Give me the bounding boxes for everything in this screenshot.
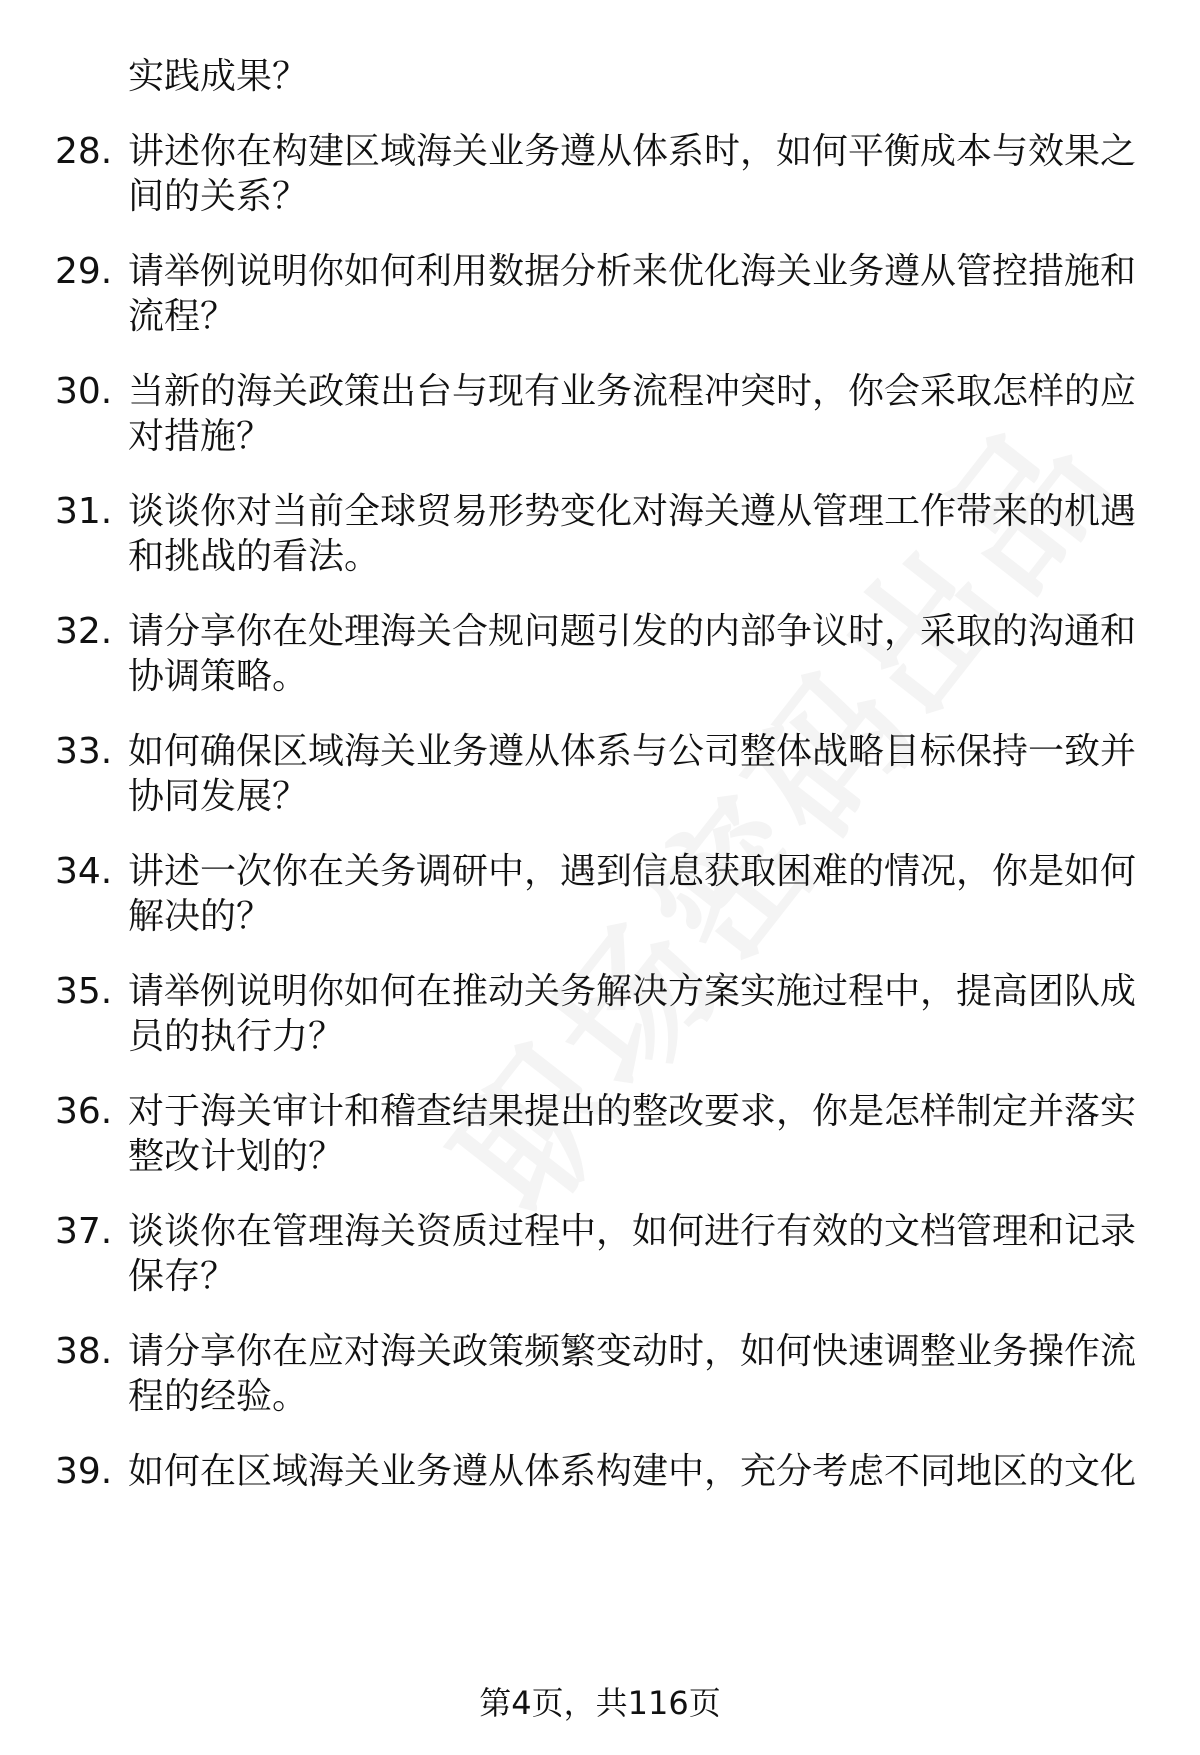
question-text-line: 流程？ — [128, 296, 237, 337]
page-footer: 第4页，共116页 — [479, 1684, 721, 1722]
question-number: 34. — [55, 851, 113, 892]
question-text-line: 和挑战的看法。 — [128, 536, 381, 577]
question-number: 39. — [55, 1451, 113, 1492]
question-number: 28. — [55, 131, 113, 172]
question-text-line: 协同发展？ — [128, 776, 309, 817]
question-text-line: 讲述你在构建区域海关业务遵从体系时，如何平衡成本与效果之 — [128, 131, 1137, 172]
question-number: 31. — [55, 491, 113, 532]
question-text-line: 如何确保区域海关业务遵从体系与公司整体战略目标保持一致并 — [128, 731, 1137, 772]
question-number: 30. — [55, 371, 113, 412]
question-number: 35. — [55, 971, 113, 1012]
question-text-line: 如何在区域海关业务遵从体系构建中，充分考虑不同地区的文化 — [128, 1451, 1137, 1492]
question-text-line: 当新的海关政策出台与现有业务流程冲突时，你会采取怎样的应 — [128, 371, 1137, 412]
question-text-line: 间的关系？ — [128, 176, 309, 217]
question-text-line: 请举例说明你如何利用数据分析来优化海关业务遵从管控措施和 — [128, 251, 1137, 292]
question-number: 32. — [55, 611, 113, 652]
question-text-line: 请分享你在应对海关政策频繁变动时，如何快速调整业务操作流 — [128, 1331, 1137, 1372]
question-text-line: 协调策略。 — [128, 656, 309, 697]
question-text-line: 程的经验。 — [128, 1376, 309, 1417]
question-number: 37. — [55, 1211, 113, 1252]
question-number: 36. — [55, 1091, 113, 1132]
question-text-line: 请分享你在处理海关合规问题引发的内部争议时，采取的沟通和 — [128, 611, 1137, 652]
question-text-line: 对措施？ — [128, 416, 273, 457]
question-text-line: 讲述一次你在关务调研中，遇到信息获取困难的情况，你是如何 — [128, 851, 1137, 892]
question-number: 38. — [55, 1331, 113, 1372]
question-text-line: 谈谈你在管理海关资质过程中，如何进行有效的文档管理和记录 — [128, 1211, 1137, 1252]
question-text-line: 对于海关审计和稽查结果提出的整改要求，你是怎样制定并落实 — [128, 1091, 1137, 1132]
question-text-line: 解决的？ — [128, 896, 273, 937]
question-text-line: 员的执行力？ — [128, 1016, 345, 1057]
question-number: 29. — [55, 251, 113, 292]
question-text-line: 请举例说明你如何在推动关务解决方案实施过程中，提高团队成 — [128, 971, 1137, 1012]
question-number: 33. — [55, 731, 113, 772]
question-text-line: 谈谈你对当前全球贸易形势变化对海关遵从管理工作带来的机遇 — [128, 491, 1137, 532]
question-text-line: 保存？ — [128, 1256, 237, 1297]
question-27-continuation: 实践成果？ — [128, 56, 309, 97]
question-text-line: 整改计划的？ — [128, 1136, 345, 1177]
